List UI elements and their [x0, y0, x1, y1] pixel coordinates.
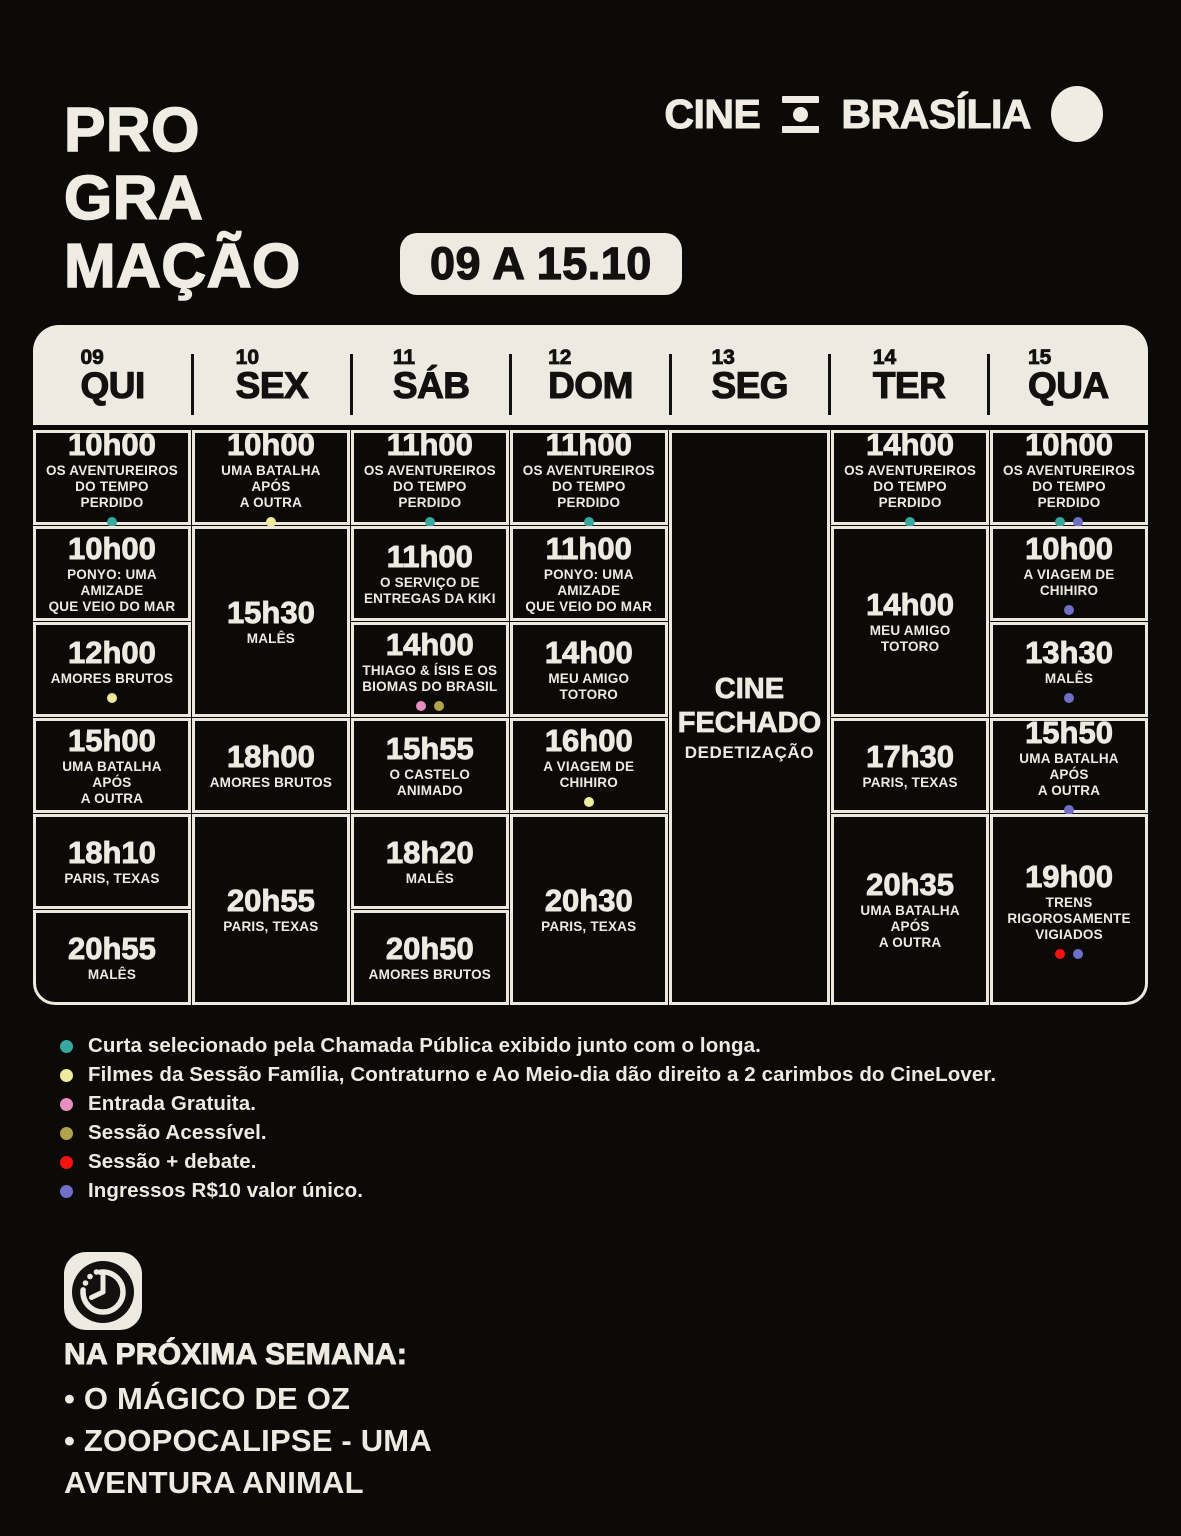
session-time: 18h20 — [385, 835, 474, 870]
session-cell — [351, 910, 509, 1005]
session-title: O CASTELO ANIMADO — [389, 767, 471, 798]
red-dot-icon — [60, 1156, 73, 1169]
session-time: 10h00 — [68, 531, 156, 566]
day-number: 15 — [1027, 346, 1052, 369]
session-title: AMORES BRUTOS — [209, 775, 333, 790]
day-abbr: QUI — [80, 365, 145, 406]
session-time: 13h30 — [1025, 635, 1113, 670]
day-number: 09 — [80, 346, 104, 369]
session-time: 15h50 — [1025, 715, 1113, 750]
day-separator — [987, 354, 990, 415]
legend-text: Sessão + debate. — [88, 1150, 257, 1173]
session-time: 16h00 — [544, 723, 633, 758]
clock-icon — [64, 1252, 142, 1335]
session-time: 10h00 — [68, 427, 156, 462]
logo-dot — [793, 107, 808, 122]
session-title: MALÊS — [246, 631, 296, 646]
day-abbr: QUA — [1027, 365, 1109, 406]
session-title: OS AVENTUREIROS DO TEMPO PERDIDO — [45, 463, 178, 510]
session-time: 19h00 — [1025, 859, 1113, 894]
session-time: 11h00 — [386, 539, 473, 574]
session-dots — [584, 797, 594, 807]
session-title: O SERVIÇO DE ENTREGAS DA KIKI — [363, 575, 496, 606]
session-cell — [351, 622, 509, 717]
session-title: A VIAGEM DE CHIHIRO — [543, 759, 635, 790]
session-cell — [192, 526, 350, 717]
session-dots — [1064, 693, 1074, 703]
session-title: PARIS, TEXAS — [541, 919, 637, 934]
session-time: 20h35 — [866, 867, 955, 902]
next-week-item: • O MÁGICO DE OZ — [64, 1381, 351, 1416]
legend-text: Curta selecionado pela Chamada Pública exibido junto com o longa. — [88, 1034, 761, 1057]
session-cell — [351, 814, 509, 909]
closed-subtitle: DEDETIZAÇÃO — [684, 742, 815, 762]
day-cell-sáb — [352, 325, 511, 425]
session-time: 14h00 — [866, 427, 955, 462]
legend-item — [60, 1152, 996, 1172]
session-cell — [990, 622, 1148, 717]
session-title: THIAGO & ÍSIS E OS BIOMAS DO BRASIL — [362, 663, 498, 694]
next-week-list — [64, 1378, 524, 1504]
session-title: PARIS, TEXAS — [862, 775, 958, 790]
day-cell-qui — [33, 325, 192, 425]
session-time: 11h00 — [545, 531, 632, 566]
day-cell-seg — [670, 325, 829, 425]
yellow-dot-icon — [584, 797, 594, 807]
next-week-item: • ZOOPOCALIPSE - UMA AVENTURA ANIMAL — [64, 1423, 431, 1500]
session-cell — [510, 526, 668, 621]
closed-title-line: FECHADO — [677, 706, 822, 739]
purple-dot-icon — [1064, 605, 1074, 615]
day-cell-sex — [192, 325, 351, 425]
session-time: 20h50 — [385, 931, 474, 966]
day-abbr: SÁB — [392, 365, 470, 406]
day-separator — [350, 354, 353, 415]
purple-dot-icon — [1064, 693, 1074, 703]
session-dots — [107, 693, 117, 703]
yellow-dot-icon — [60, 1069, 73, 1082]
page-title-line: PRO — [64, 96, 200, 165]
legend-text: Ingressos R$10 valor único. — [88, 1179, 363, 1202]
page-title-line: GRA — [64, 164, 204, 233]
session-cell — [831, 427, 989, 525]
session-cell — [351, 427, 509, 525]
session-title: A VIAGEM DE CHIHIRO — [1023, 567, 1115, 598]
session-cell — [510, 622, 668, 717]
page-title-line: MAÇÃO — [64, 232, 301, 301]
session-dots — [1064, 605, 1074, 615]
pink-dot-icon — [416, 701, 426, 711]
teal-dot-icon — [60, 1040, 73, 1053]
session-cell — [351, 718, 509, 813]
session-cell — [990, 715, 1148, 813]
next-week-section — [64, 1338, 524, 1504]
brand-cine-text: CINE — [664, 90, 761, 137]
session-cell — [33, 526, 191, 621]
day-separator — [828, 354, 831, 415]
session-title: MEU AMIGO TOTORO — [548, 671, 630, 702]
red-dot-icon — [1055, 949, 1065, 959]
session-time: 18h10 — [68, 835, 156, 870]
session-cell — [510, 427, 668, 525]
session-cell — [990, 814, 1148, 1005]
session-title: OS AVENTUREIROS DO TEMPO PERDIDO — [844, 463, 977, 510]
session-time: 10h00 — [1025, 427, 1113, 462]
session-time: 15h30 — [226, 595, 315, 630]
session-cell — [510, 718, 668, 813]
session-title: PARIS, TEXAS — [223, 919, 319, 934]
session-cell — [33, 427, 191, 525]
session-title: UMA BATALHA APÓS A OUTRA — [1019, 751, 1119, 798]
logo-bar-bottom — [782, 126, 819, 133]
closed-cell — [669, 430, 830, 1005]
day-number: 14 — [872, 346, 897, 369]
session-title: OS AVENTUREIROS DO TEMPO PERDIDO — [1003, 463, 1136, 510]
session-title: OS AVENTUREIROS DO TEMPO PERDIDO — [363, 463, 496, 510]
session-title: PONYO: UMA AMIZADE QUE VEIO DO MAR — [525, 567, 653, 614]
day-abbr: SEG — [711, 365, 789, 406]
legend-item — [60, 1036, 996, 1056]
session-cell — [831, 718, 989, 813]
session-title: MEU AMIGO TOTORO — [869, 623, 951, 654]
session-title: MALÊS — [1044, 671, 1094, 686]
session-cell — [990, 427, 1148, 525]
session-time: 15h55 — [385, 731, 474, 766]
session-cell — [33, 718, 191, 813]
logo-bar-top — [782, 96, 819, 103]
day-number: 12 — [548, 346, 572, 369]
day-separator — [191, 354, 194, 415]
session-cell — [831, 814, 989, 1005]
day-separator — [509, 354, 512, 415]
session-cell — [510, 814, 668, 1005]
day-number: 13 — [711, 346, 735, 369]
legend-item — [60, 1181, 996, 1201]
session-cell — [351, 526, 509, 621]
legend-text: Sessão Acessível. — [88, 1121, 267, 1144]
session-dots — [1055, 949, 1083, 959]
session-title: PARIS, TEXAS — [64, 871, 160, 886]
day-abbr: DOM — [548, 365, 633, 406]
session-title: AMORES BRUTOS — [368, 967, 492, 982]
logo-circle — [1051, 86, 1103, 142]
session-cell — [33, 910, 191, 1005]
day-abbr: SEX — [235, 365, 309, 406]
session-time: 17h30 — [866, 739, 955, 774]
legend — [60, 1036, 996, 1201]
session-title: AMORES BRUTOS — [50, 671, 174, 686]
day-abbr: TER — [872, 365, 946, 406]
schedule-board — [33, 325, 1148, 1005]
date-range-badge — [400, 233, 682, 295]
yellow-dot-icon — [107, 693, 117, 703]
session-cell — [33, 622, 191, 717]
session-cell — [831, 526, 989, 717]
session-cell — [990, 526, 1148, 621]
day-cell-ter — [829, 325, 988, 425]
session-time: 20h55 — [68, 931, 156, 966]
purple-dot-icon — [1073, 949, 1083, 959]
session-cell — [192, 718, 350, 813]
session-time: 20h55 — [226, 883, 315, 918]
legend-item — [60, 1065, 996, 1085]
session-title: UMA BATALHA APÓS A OUTRA — [221, 463, 321, 510]
olive-dot-icon — [60, 1127, 73, 1140]
legend-item — [60, 1123, 996, 1143]
day-separator — [669, 354, 672, 415]
session-title: MALÊS — [405, 871, 454, 886]
page-title — [64, 97, 301, 301]
session-title: OS AVENTUREIROS DO TEMPO PERDIDO — [522, 463, 655, 510]
day-header-row — [33, 325, 1148, 425]
session-time: 20h30 — [544, 883, 633, 918]
session-title: PONYO: UMA AMIZADE QUE VEIO DO MAR — [48, 567, 176, 614]
session-cell — [192, 427, 350, 525]
legend-item — [60, 1094, 996, 1114]
session-time: 14h00 — [866, 587, 955, 622]
pink-dot-icon — [60, 1098, 73, 1111]
session-title: UMA BATALHA APÓS A OUTRA — [62, 759, 162, 806]
session-time: 10h00 — [226, 427, 315, 462]
session-time: 10h00 — [1025, 531, 1113, 566]
session-dots — [416, 701, 444, 711]
legend-text: Entrada Gratuita. — [88, 1092, 257, 1115]
closed-title-line: CINE — [714, 672, 785, 705]
session-title: TRENS RIGOROSAMENTE VIGIADOS — [1007, 895, 1131, 942]
session-time: 14h00 — [544, 635, 633, 670]
date-range-text: 09 A 15.10 — [430, 238, 652, 289]
session-time: 12h00 — [68, 635, 156, 670]
brand-brasilia-text: BRASÍLIA — [841, 90, 1031, 137]
session-time: 11h00 — [545, 427, 632, 462]
session-time: 18h00 — [226, 739, 315, 774]
session-time: 11h00 — [386, 427, 473, 462]
session-time: 15h00 — [68, 723, 156, 758]
purple-dot-icon — [60, 1185, 73, 1198]
session-cell — [33, 814, 191, 909]
session-cell — [192, 814, 350, 1005]
next-week-heading: NA PRÓXIMA SEMANA: — [64, 1338, 408, 1371]
day-cell-dom — [511, 325, 670, 425]
day-number: 10 — [235, 346, 259, 369]
session-title: UMA BATALHA APÓS A OUTRA — [860, 903, 960, 950]
session-time: 14h00 — [385, 627, 474, 662]
brand-logo — [664, 86, 1103, 142]
session-title: MALÊS — [87, 967, 137, 982]
olive-dot-icon — [434, 701, 444, 711]
legend-text: Filmes da Sessão Família, Contraturno e Ao Meio-dia dão direito a 2 carimbos do CineLover. — [88, 1063, 997, 1086]
day-number: 11 — [392, 346, 416, 369]
marquee-logo-icon — [782, 96, 819, 133]
day-cell-qua — [989, 325, 1148, 425]
schedule-grid — [33, 427, 1148, 1005]
